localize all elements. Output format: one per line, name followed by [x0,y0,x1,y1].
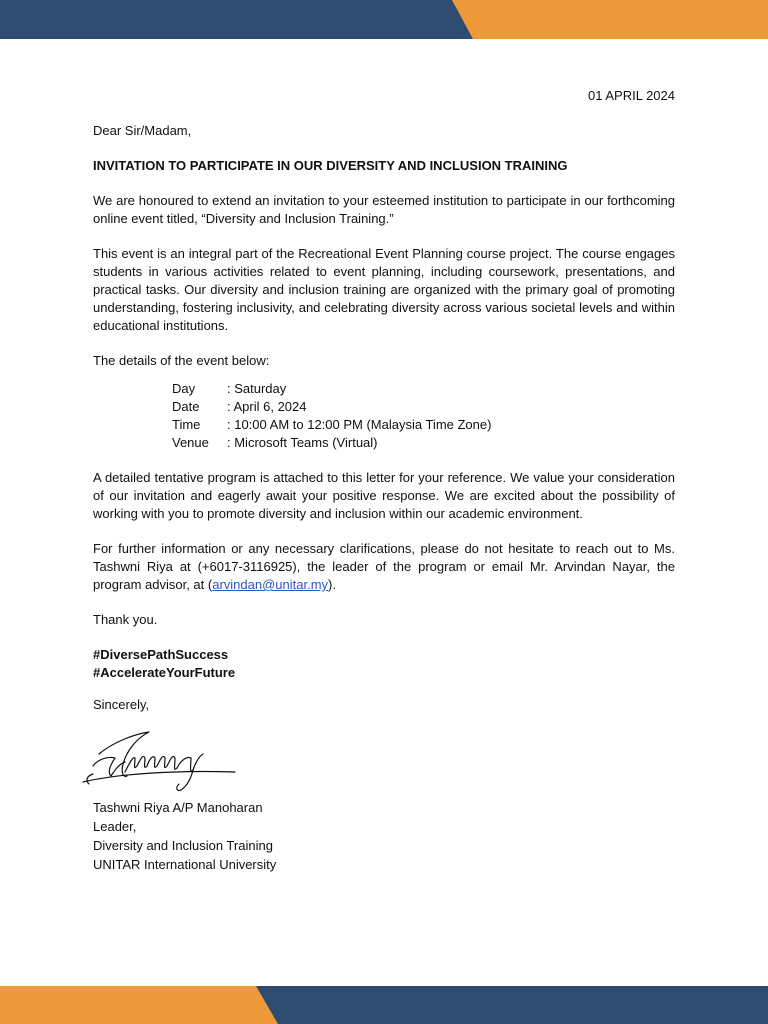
signatory-role: Leader, [93,819,137,834]
detail-value: : Microsoft Teams (Virtual) [227,435,378,450]
detail-row-day [172,380,491,398]
signatory-organization: UNITAR International University [93,857,277,872]
event-details [172,380,491,452]
detail-row-time [172,416,491,434]
footer-band-graphic [0,986,768,1024]
signatory-name: Tashwni Riya A/P Manoharan [93,800,263,815]
signatory-block [93,798,675,874]
letter-body [93,87,675,874]
letter-date: 01 APRIL 2024 [588,88,675,103]
footer-orange-shape [0,986,278,1024]
detail-value: : Saturday [227,381,287,396]
detail-label: Venue [172,435,209,450]
footer-band [0,986,768,1024]
signatory-program: Diversity and Inclusion Training [93,838,273,853]
hashtags [93,646,675,682]
detail-label: Day [172,381,196,396]
letter-subject: INVITATION TO PARTICIPATE IN OUR DIVERSITY AND INCLUSION TRAINING [93,158,568,173]
header-band-graphic [0,0,768,39]
hashtag: #DiversePathSuccess [93,647,229,662]
contact-text: For further information or any necessary clarifications, please do not hesitate to reach out to Ms. Tashwni Riya at (+6017-3116925), the leader of the program or email Mr. Arvindan Nayar, the program advisor, at ( [93,541,675,592]
detail-label: Date [172,399,200,414]
paragraph-program-attached: A detailed tentative program is attached to this letter for your reference. We value your consideration of our invitation and eagerly await your positive response. We are excited about the possibility of working with you to promote diversity and inclusion within our academic environment. [93,470,675,521]
paragraph-contact [93,540,675,594]
salutation: Dear Sir/Madam, [93,123,192,138]
header-navy-shape [0,0,473,39]
thank-you: Thank you. [93,612,158,627]
detail-label: Time [172,417,201,432]
detail-row-venue [172,434,491,452]
detail-row-date [172,398,491,416]
paragraph-event-background: This event is an integral part of the Recreational Event Planning course project. The course engages students in various activities related to event planning, including coursework, presentations, and practical tasks. Our diversity and inclusion training are organized with the primary goal of promoting understanding, fostering inclusivity, and celebrating diversity across various societal levels and within educational institutions. [93,246,675,333]
contact-text-end: ). [328,577,336,592]
hashtag: #AccelerateYourFuture [93,665,236,680]
closing: Sincerely, [93,697,150,712]
handwritten-signature [77,720,237,796]
detail-value: : 10:00 AM to 12:00 PM (Malaysia Time Zone) [227,417,492,432]
advisor-email-link[interactable]: arvindan@unitar.my [212,577,329,592]
header-band [0,0,768,39]
details-intro: The details of the event below: [93,353,270,368]
detail-value: : April 6, 2024 [227,399,307,414]
paragraph-invitation: We are honoured to extend an invitation to your esteemed institution to participate in our forthcoming online event titled, “Diversity and Inclusion Training.” [93,193,675,226]
